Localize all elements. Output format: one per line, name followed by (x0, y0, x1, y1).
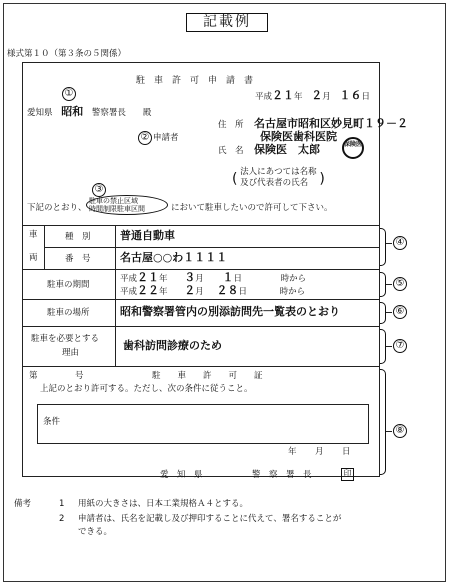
name-label: 氏 名 (218, 146, 244, 156)
permit-title: 駐 車 許 可 証 (152, 371, 263, 381)
permit-number-prefix: 第 (29, 371, 38, 381)
name-value: 保険医 太郎 (254, 143, 320, 156)
note-1-text: 用紙の大きさは、日本工業規格Ａ４とする。 (78, 499, 249, 509)
brace-tick-period (386, 284, 392, 285)
reason-label-2: 理由 (62, 348, 80, 358)
marker-7: ⑦ (393, 339, 407, 353)
vehicle-type-label: 種 別 (65, 232, 91, 242)
permit-number-suffix: 号 (75, 371, 84, 381)
form-reference: 様式第１０（第３条の５関係） (7, 49, 127, 59)
corporate-note: ( 法人にあつては名称 及び代表者の氏名 ) (232, 167, 325, 188)
brace-tick-place (386, 312, 392, 313)
brace-tick-vehicle (386, 243, 392, 244)
organization-value: 保険医歯科医院 (260, 130, 337, 143)
marker-5: ⑤ (393, 277, 407, 291)
note-2-number: 2 (59, 514, 65, 524)
vehicle-mid-line (44, 247, 380, 248)
permit-top-line (22, 366, 380, 367)
period-to: 平成２２年 ２月 ２８日 時から (120, 284, 306, 297)
address-label: 住 所 (218, 120, 244, 130)
note-2-text: 申請者は、氏名を記載し及び押印することに代えて、署名することが (78, 514, 342, 524)
vehicle-label-1: 車 (29, 230, 38, 240)
condition-box (37, 404, 369, 444)
intro-after: において駐車したいので許可して下さい。 (171, 203, 333, 213)
marker-8: ⑧ (393, 424, 407, 438)
place-top-line (22, 299, 380, 300)
applicant-label: 申請者 (153, 133, 179, 143)
brace-place (380, 302, 386, 324)
page-title: 記載例 (186, 13, 268, 32)
addressee: 愛知県 昭和 警察署長 殿 (27, 105, 152, 118)
marker-1: ① (62, 87, 76, 101)
intro-before: 下記のとおり、 (27, 203, 87, 213)
permit-date-day: 日 (342, 447, 351, 457)
issuer-title: 警 察 署 長 (252, 470, 312, 480)
plate-number-label: 番 号 (65, 254, 91, 264)
address-value: 名古屋市昭和区妙見町１９－２ (254, 117, 408, 130)
brace-tick-permit (386, 431, 392, 432)
application-date: 平成２１年 ２月 １６日 (255, 89, 370, 102)
period-label: 駐車の期間 (47, 280, 90, 290)
reason-value: 歯科訪問診療のため (123, 339, 222, 352)
marker-3: ③ (92, 183, 106, 197)
document-title: 駐 車 許 可 申 請 書 (136, 76, 254, 86)
vehicle-type-value: 普通自動車 (120, 229, 175, 242)
reason-top-line (22, 326, 380, 327)
table-top-line (22, 225, 380, 226)
issuer-prefecture: 愛 知 県 (160, 470, 203, 480)
marker-2: ② (138, 131, 152, 145)
marker-6: ⑥ (393, 305, 407, 319)
zone-options: 駐車の禁止区域 時間制限駐車区間 (89, 197, 145, 213)
permit-text: 上記のとおり許可する。ただし、次の条件に従うこと。 (40, 384, 253, 394)
period-top-line (22, 269, 380, 270)
notes-label: 備考 (14, 499, 32, 509)
period-from: 平成２１年 ３月 １日 時から (120, 271, 307, 284)
condition-label: 条件 (43, 417, 61, 427)
brace-vehicle (380, 228, 386, 266)
place-label: 駐車の場所 (47, 308, 90, 318)
brace-permit (380, 369, 386, 475)
place-value: 昭和警察署管内の別添訪問先一覧表のとおり (120, 305, 340, 318)
permit-date-year: 年 (288, 447, 297, 457)
note-2-text-cont: できる。 (78, 527, 113, 537)
reason-label-1: 駐車を必要とする (31, 334, 100, 344)
applicant-seal: 保険医 (342, 137, 364, 159)
permit-date-month: 月 (315, 447, 324, 457)
plate-number-value: 名古屋○○わ１１１１ (120, 251, 228, 264)
note-1-number: 1 (59, 499, 65, 509)
vehicle-label-2: 両 (29, 253, 38, 263)
marker-4: ④ (393, 236, 407, 250)
issuer-seal: 印 (341, 468, 354, 481)
brace-tick-reason (386, 346, 392, 347)
